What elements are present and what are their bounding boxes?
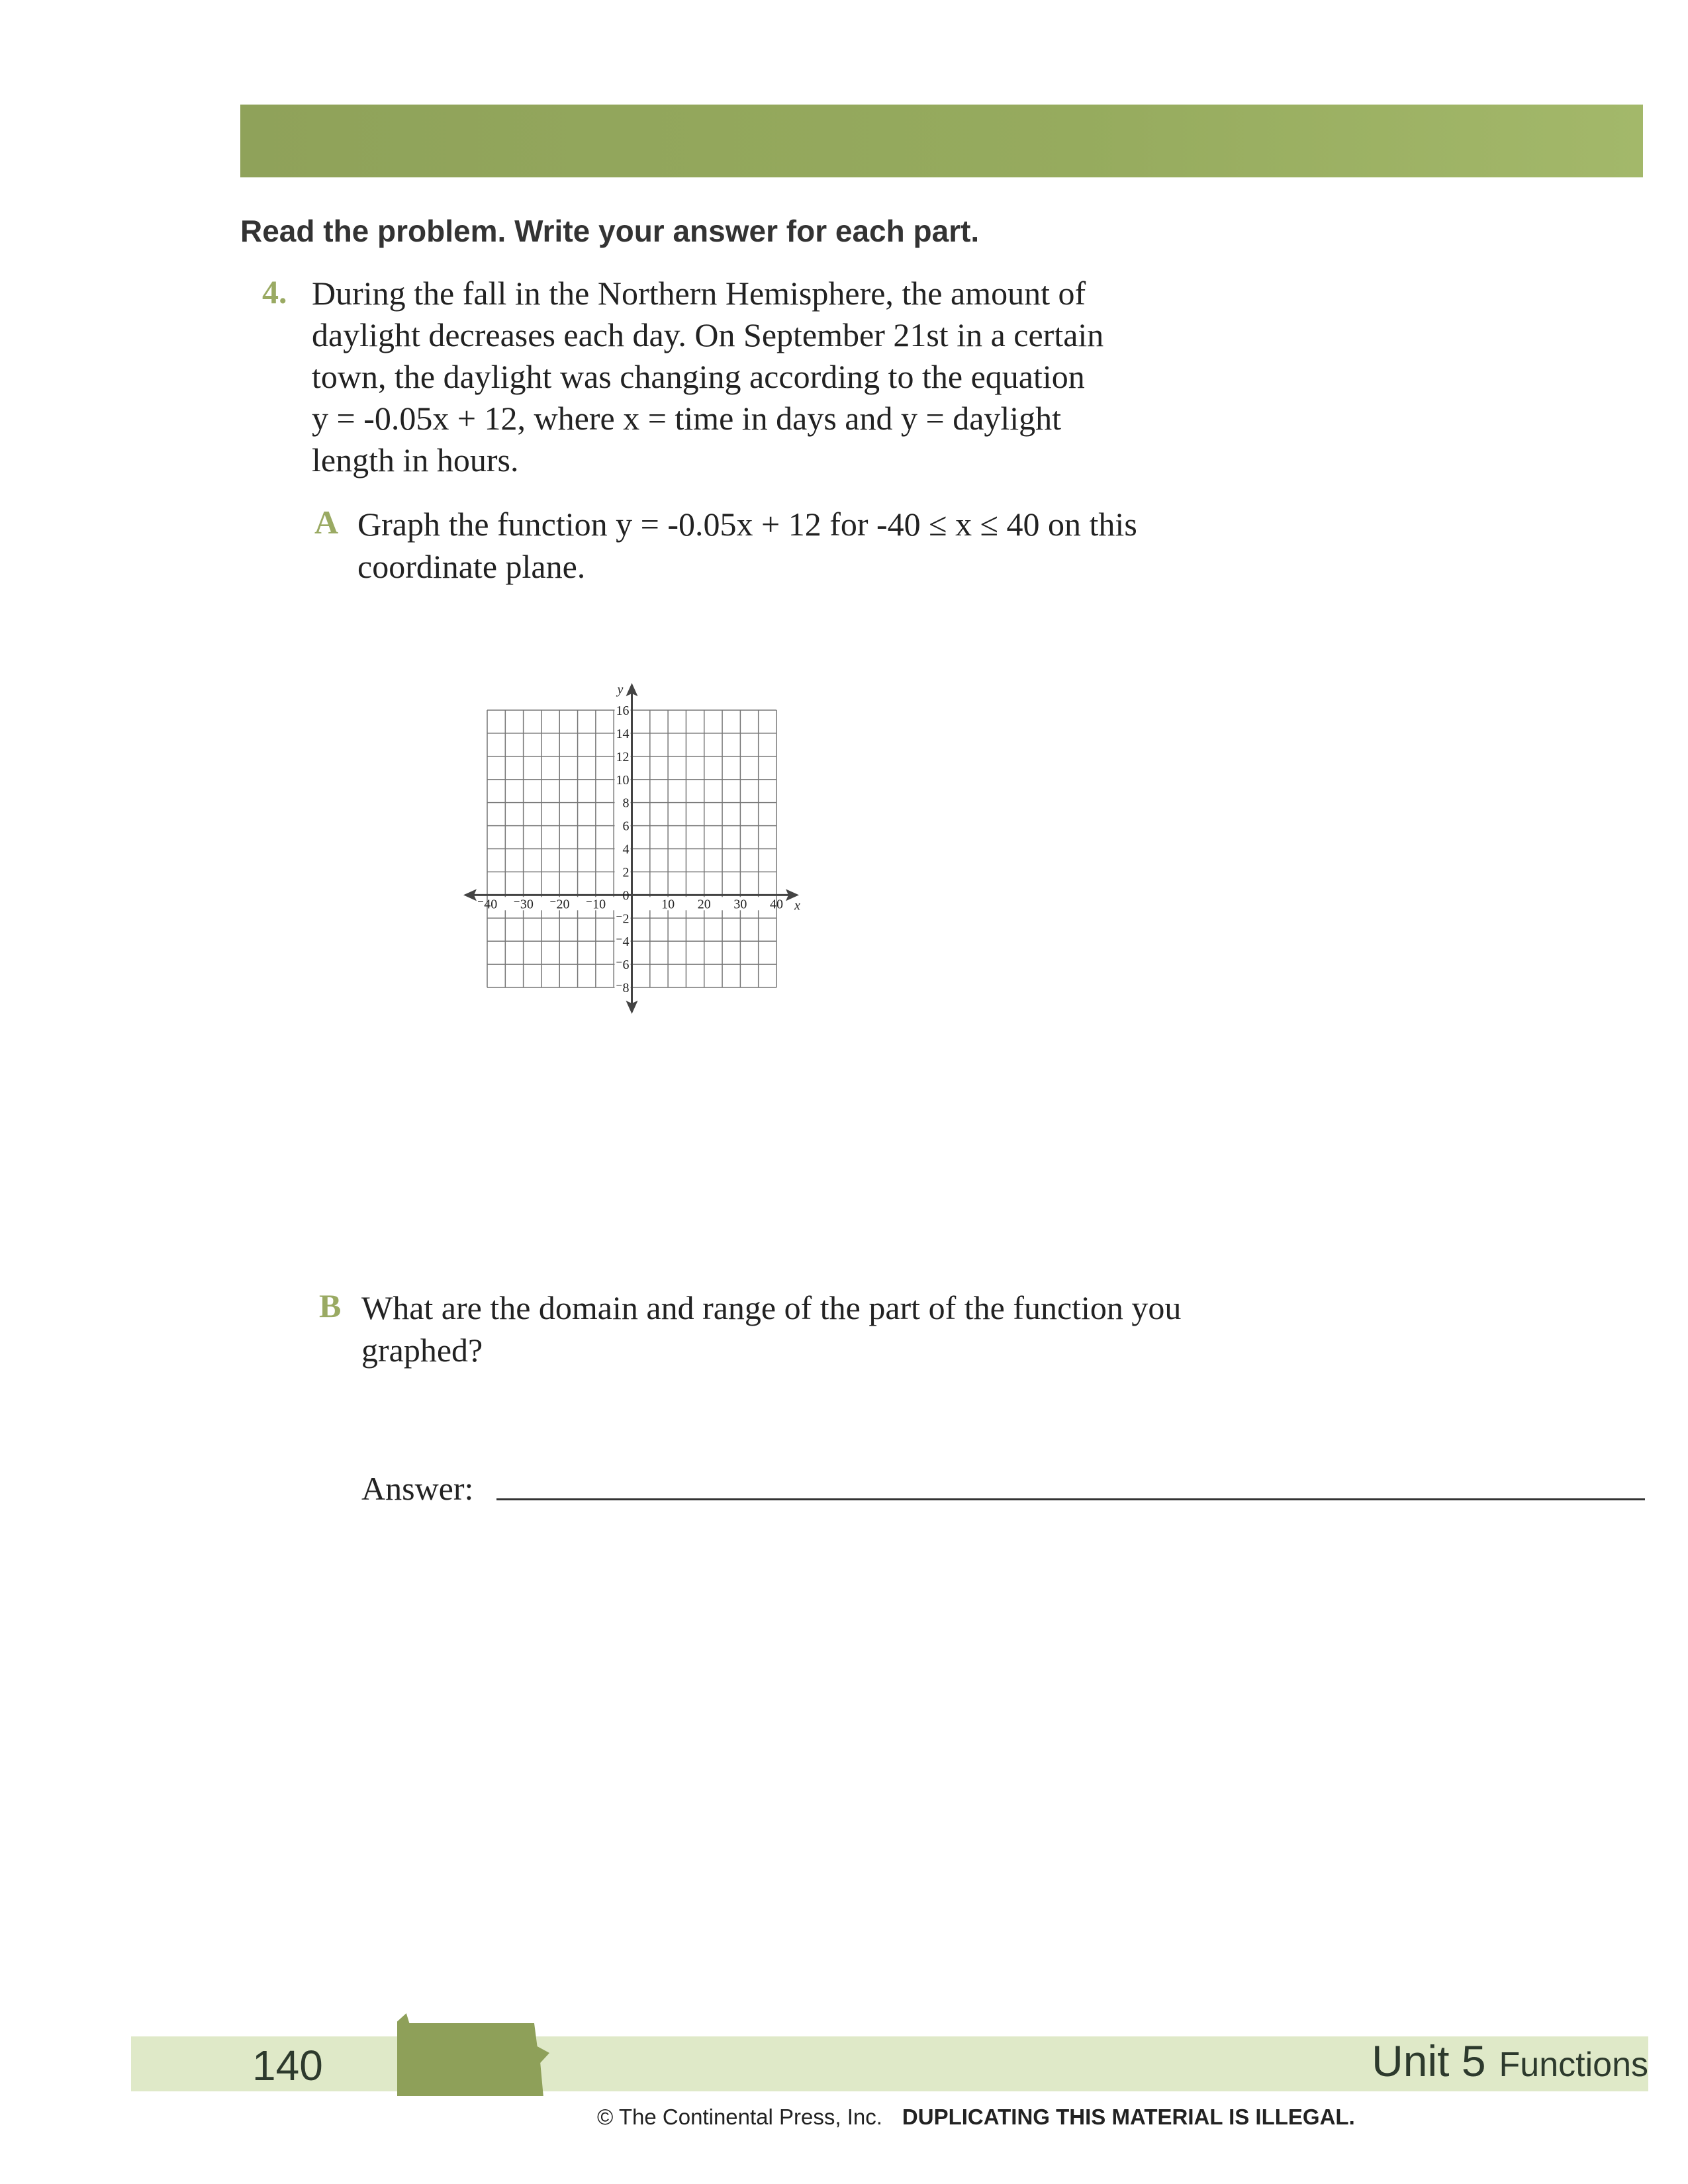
- x-tick-label: 20: [697, 897, 711, 912]
- answer-line[interactable]: [496, 1498, 1645, 1500]
- question-line: During the fall in the Northern Hemisphere, the amount of: [312, 275, 1086, 312]
- y-tick-label: 12: [616, 749, 630, 764]
- x-tick-label: ⁻40: [477, 897, 498, 912]
- y-tick-label: ⁻2: [615, 911, 630, 927]
- question-line: town, the daylight was changing according to the equation: [312, 358, 1085, 395]
- y-tick-label: 0: [622, 888, 630, 903]
- x-tick-label: ⁻30: [513, 897, 534, 912]
- question-line: y = -0.05x + 12, where x = time in days and y = daylight: [312, 400, 1062, 437]
- part-a-text: [357, 503, 1137, 588]
- y-tick-label: 14: [616, 726, 630, 741]
- question-text: [312, 273, 1305, 481]
- y-tick-label: 4: [622, 842, 630, 857]
- x-axis-label: x: [794, 898, 800, 913]
- x-tick-label: 10: [661, 897, 675, 912]
- y-tick-label: 8: [622, 796, 630, 811]
- y-tick-label: 2: [622, 865, 630, 880]
- answer-label: Answer:: [361, 1470, 474, 1507]
- unit-name: Functions: [1499, 2046, 1648, 2084]
- y-tick-label: 10: [616, 772, 630, 788]
- duplication-warning: DUPLICATING THIS MATERIAL IS ILLEGAL.: [902, 2105, 1355, 2129]
- coordinate-plane[interactable]: [457, 675, 814, 1019]
- part-b-text: [361, 1287, 1181, 1371]
- x-tick-label: ⁻20: [549, 897, 570, 912]
- part-a-letter: A: [314, 504, 339, 541]
- question-line: length in hours.: [312, 441, 519, 478]
- y-tick-label: 16: [616, 704, 630, 718]
- copyright-text: © The Continental Press, Inc.: [597, 2105, 882, 2129]
- x-tick-label: 30: [733, 897, 747, 912]
- unit-number: Unit 5: [1372, 2036, 1486, 2085]
- y-tick-label: ⁻4: [615, 934, 630, 950]
- copyright: [597, 2105, 1355, 2130]
- question-line: daylight decreases each day. On September 21st in a certain: [312, 316, 1104, 353]
- part-a-line: coordinate plane.: [357, 548, 586, 585]
- part-a-line: Graph the function y = -0.05x + 12 for -40 ≤ x ≤ 40 on this: [357, 506, 1137, 543]
- y-tick-label: ⁻6: [615, 958, 630, 973]
- x-tick-label: 40: [770, 897, 783, 912]
- question-number: 4.: [262, 273, 287, 310]
- part-b-line: What are the domain and range of the part of the function you: [361, 1289, 1182, 1326]
- part-b-letter: B: [319, 1287, 342, 1324]
- part-b-line: graphed?: [361, 1332, 483, 1369]
- x-tick-label: ⁻10: [585, 897, 606, 912]
- state-shape-icon: [397, 2013, 549, 2096]
- header-band: [240, 105, 1643, 177]
- instructions: Read the problem. Write your answer for each part.: [240, 214, 980, 248]
- y-tick-label: ⁻8: [615, 981, 630, 995]
- y-axis-label: y: [617, 682, 624, 697]
- page-number: 140: [252, 2042, 323, 2089]
- unit-title: [1372, 2036, 1648, 2086]
- y-tick-label: 6: [622, 819, 630, 834]
